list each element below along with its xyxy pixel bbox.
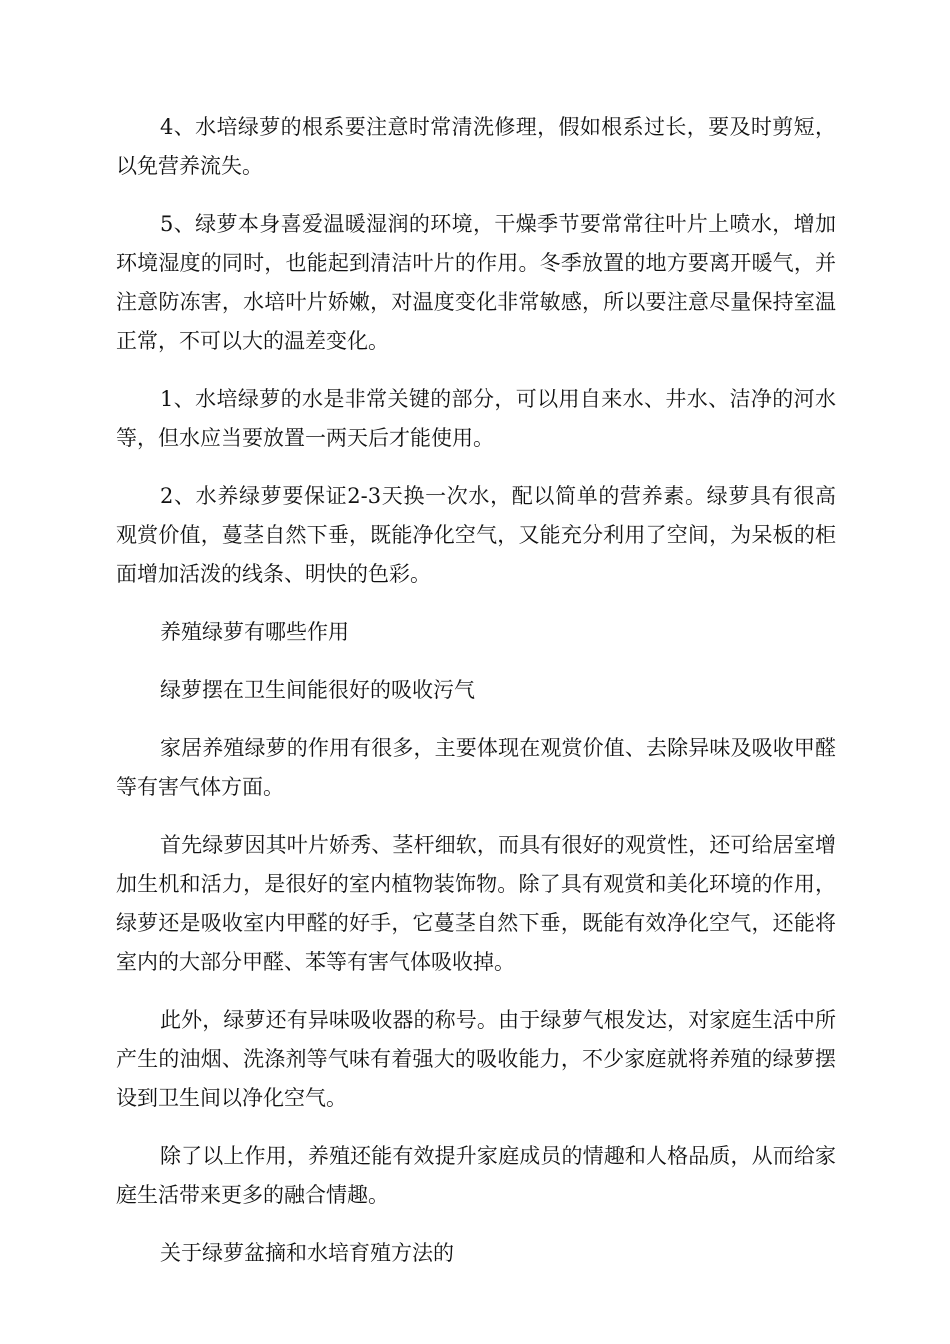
paragraph-root-trimming: 4、水培绿萝的根系要注意时常清洗修理，假如根系过长，要及时剪短，以免营养流失。 (116, 115, 836, 178)
paragraph-uses-overview: 家居养殖绿萝的作用有很多，主要体现在观赏价值、去除异味及吸收甲醛等有害气体方面。 (116, 736, 836, 799)
section-heading-uses: 养殖绿萝有哪些作用 (160, 620, 349, 644)
paragraph-humidity-temperature: 5、绿萝本身喜爱温暖湿润的环境，干燥季节要常常往叶片上喷水，增加环境湿度的同时，也能起到清洁叶片的作用。冬季放置的地方要离开暖气，并注意防冻害，水培叶片娇嫩，对温度变化非常敏感，所以要注意尽量保持室温正常，不可以大的温差变化。 (116, 212, 836, 353)
subheading-bathroom: 绿萝摆在卫生间能很好的吸收污气 (160, 678, 475, 702)
document-body (116, 108, 836, 1292)
paragraph-water-change: 2、水养绿萝要保证2-3天换一次水，配以简单的营养素。绿萝具有很高观赏价值，蔓茎自然下垂，既能净化空气，又能充分利用了空间，为呆板的柜面增加活泼的线条、明快的色彩。 (116, 484, 836, 586)
paragraph-odor-absorption: 此外，绿萝还有异味吸收器的称号。由于绿萝气根发达，对家庭生活中所产生的油烟、洗涤剂等气味有着强大的吸收能力，不少家庭就将养殖的绿萝摆设到卫生间以净化空气。 (116, 1008, 836, 1110)
paragraph-family-benefits: 除了以上作用，养殖还能有效提升家庭成员的情趣和人格品质，从而给家庭生活带来更多的融合情趣。 (116, 1144, 836, 1207)
paragraph-ornamental-formaldehyde: 首先绿萝因其叶片娇秀、茎杆细软，而具有很好的观赏性，还可给居室增加生机和活力，是很好的室内植物装饰物。除了具有观赏和美化环境的作用，绿萝还是吸收室内甲醛的好手，它蔓茎自然下垂，既能有效净化空气，还能将室内的大部分甲醛、苯等有害气体吸收掉。 (116, 833, 836, 974)
section-heading-methods: 关于绿萝盆摘和水培育殖方法的 (160, 1241, 454, 1265)
paragraph-water-quality: 1、水培绿萝的水是非常关键的部分，可以用自来水、井水、洁净的河水等，但水应当要放置一两天后才能使用。 (116, 387, 836, 450)
